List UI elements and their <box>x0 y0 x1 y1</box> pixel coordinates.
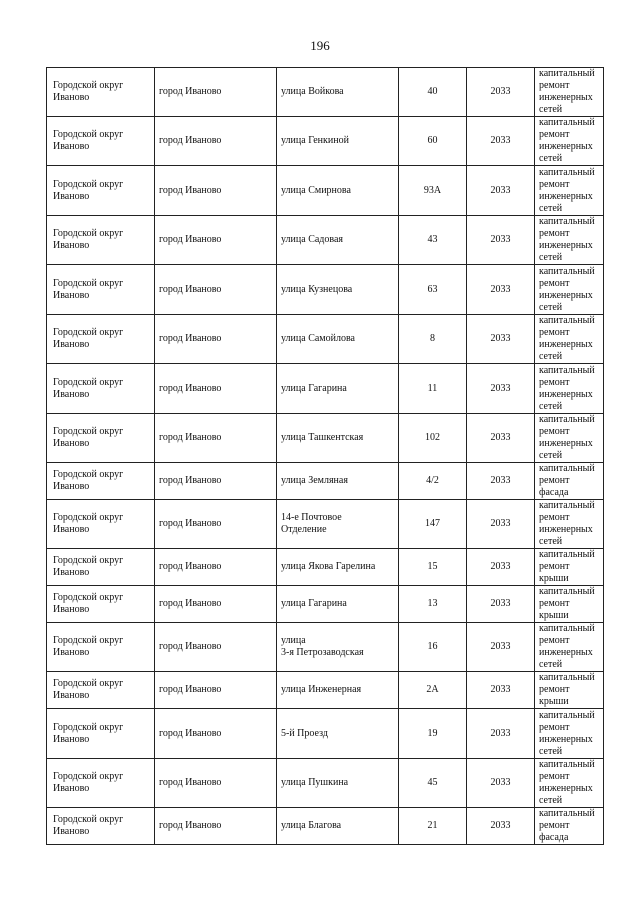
table-body <box>47 68 604 845</box>
work-type-cell: капитальный ремонт фасада <box>535 808 604 845</box>
street-line: улица <box>281 635 306 646</box>
street-cell <box>277 265 399 315</box>
city-cell: город Иваново <box>155 709 277 759</box>
street-line: улица Земляная <box>281 475 348 486</box>
municipality-cell: Городской округ Иваново <box>47 759 155 808</box>
municipality-cell: Городской округ Иваново <box>47 549 155 586</box>
municipality-cell: Городской округ Иваново <box>47 672 155 709</box>
street-line: 5-й Проезд <box>281 727 328 739</box>
city-cell: город Иваново <box>155 623 277 672</box>
work-type-cell: капитальный ремонт инженерных сетей <box>535 265 604 315</box>
street-cell <box>277 315 399 364</box>
street-line: 14-е Почтовое <box>281 512 342 523</box>
year-cell: 2033 <box>467 117 535 166</box>
work-type-cell: капитальный ремонт инженерных сетей <box>535 500 604 549</box>
street-line: улица Якова Гарелина <box>281 561 376 572</box>
street-line: улица Садовая <box>281 234 344 245</box>
year-cell: 2033 <box>467 216 535 265</box>
year-cell: 2033 <box>467 315 535 364</box>
work-type-cell: капитальный ремонт инженерных сетей <box>535 414 604 463</box>
table-row <box>47 463 604 500</box>
house-number-cell: 2А <box>399 672 467 709</box>
year-cell: 2033 <box>467 808 535 845</box>
table-row <box>47 68 604 117</box>
house-number-cell: 21 <box>399 808 467 845</box>
page-number: 196 <box>310 38 330 53</box>
house-number-cell: 60 <box>399 117 467 166</box>
municipality-cell: Городской округ Иваново <box>47 68 155 117</box>
street-line: улица Ташкентская <box>281 432 364 443</box>
work-type-cell: капитальный ремонт крыши <box>535 549 604 586</box>
work-type-cell: капитальный ремонт крыши <box>535 672 604 709</box>
street-cell <box>277 709 399 759</box>
street-cell <box>277 463 399 500</box>
municipality-cell: Городской округ Иваново <box>47 463 155 500</box>
table-row <box>47 586 604 623</box>
house-number-cell: 16 <box>399 623 467 672</box>
work-type-cell: капитальный ремонт инженерных сетей <box>535 216 604 265</box>
table-row <box>47 364 604 414</box>
house-number-cell: 43 <box>399 216 467 265</box>
street-line: улица Гагарина <box>281 382 347 394</box>
street-line: улица Кузнецова <box>281 283 353 295</box>
house-number-cell: 147 <box>399 500 467 549</box>
municipality-cell: Городской округ Иваново <box>47 265 155 315</box>
table-row <box>47 549 604 586</box>
house-number-cell: 19 <box>399 709 467 759</box>
year-cell: 2033 <box>467 414 535 463</box>
house-number-cell: 8 <box>399 315 467 364</box>
work-type-cell: капитальный ремонт инженерных сетей <box>535 623 604 672</box>
street-line: улица Инженерная <box>281 684 362 695</box>
street-cell <box>277 500 399 549</box>
street-line: улица Войкова <box>281 86 344 97</box>
work-type-cell: капитальный ремонт инженерных сетей <box>535 315 604 364</box>
municipality-cell: Городской округ Иваново <box>47 364 155 414</box>
table-row <box>47 759 604 808</box>
city-cell: город Иваново <box>155 463 277 500</box>
year-cell: 2033 <box>467 672 535 709</box>
table-row <box>47 414 604 463</box>
street-cell <box>277 623 399 672</box>
street-cell <box>277 414 399 463</box>
city-cell: город Иваново <box>155 586 277 623</box>
municipality-cell: Городской округ Иваново <box>47 586 155 623</box>
year-cell: 2033 <box>467 759 535 808</box>
work-type-cell: капитальный ремонт инженерных сетей <box>535 166 604 216</box>
table-row <box>47 672 604 709</box>
repair-schedule-table <box>46 67 604 845</box>
city-cell: город Иваново <box>155 808 277 845</box>
street-cell <box>277 364 399 414</box>
house-number-cell: 45 <box>399 759 467 808</box>
street-line: Отделение <box>281 524 327 535</box>
street-cell <box>277 672 399 709</box>
house-number-cell: 13 <box>399 586 467 623</box>
street-cell <box>277 759 399 808</box>
city-cell: город Иваново <box>155 265 277 315</box>
municipality-cell: Городской округ Иваново <box>47 216 155 265</box>
municipality-cell: Городской округ Иваново <box>47 315 155 364</box>
house-number-cell: 40 <box>399 68 467 117</box>
year-cell: 2033 <box>467 463 535 500</box>
work-type-cell: капитальный ремонт инженерных сетей <box>535 117 604 166</box>
street-line: улица Гагарина <box>281 598 347 609</box>
street-cell <box>277 68 399 117</box>
city-cell: город Иваново <box>155 166 277 216</box>
city-cell: город Иваново <box>155 315 277 364</box>
city-cell: город Иваново <box>155 500 277 549</box>
house-number-cell: 63 <box>399 265 467 315</box>
municipality-cell: Городской округ Иваново <box>47 117 155 166</box>
house-number-cell: 93А <box>399 166 467 216</box>
table-row <box>47 265 604 315</box>
street-cell <box>277 808 399 845</box>
street-line: улица Смирнова <box>281 184 351 196</box>
street-line: улица Генкиной <box>281 135 349 146</box>
table-row <box>47 216 604 265</box>
street-cell <box>277 117 399 166</box>
city-cell: город Иваново <box>155 549 277 586</box>
house-number-cell: 11 <box>399 364 467 414</box>
year-cell: 2033 <box>467 549 535 586</box>
municipality-cell: Городской округ Иваново <box>47 623 155 672</box>
work-type-cell: капитальный ремонт крыши <box>535 586 604 623</box>
street-line: улица Пушкина <box>281 777 349 788</box>
municipality-cell: Городской округ Иваново <box>47 808 155 845</box>
table-row <box>47 808 604 845</box>
city-cell: город Иваново <box>155 117 277 166</box>
year-cell: 2033 <box>467 586 535 623</box>
city-cell: город Иваново <box>155 364 277 414</box>
year-cell: 2033 <box>467 500 535 549</box>
year-cell: 2033 <box>467 623 535 672</box>
year-cell: 2033 <box>467 166 535 216</box>
municipality-cell: Городской округ Иваново <box>47 500 155 549</box>
city-cell: город Иваново <box>155 672 277 709</box>
municipality-cell: Городской округ Иваново <box>47 166 155 216</box>
street-cell <box>277 166 399 216</box>
house-number-cell: 102 <box>399 414 467 463</box>
street-line: улица Благова <box>281 820 342 831</box>
city-cell: город Иваново <box>155 68 277 117</box>
work-type-cell: капитальный ремонт инженерных сетей <box>535 759 604 808</box>
year-cell: 2033 <box>467 68 535 117</box>
street-line: 3-я Петрозаводская <box>281 647 364 658</box>
street-cell <box>277 549 399 586</box>
year-cell: 2033 <box>467 709 535 759</box>
municipality-cell: Городской округ Иваново <box>47 414 155 463</box>
house-number-cell: 4/2 <box>399 463 467 500</box>
work-type-cell: капитальный ремонт инженерных сетей <box>535 709 604 759</box>
city-cell: город Иваново <box>155 759 277 808</box>
street-cell <box>277 216 399 265</box>
year-cell: 2033 <box>467 265 535 315</box>
work-type-cell: капитальный ремонт инженерных сетей <box>535 364 604 414</box>
table-row <box>47 117 604 166</box>
city-cell: город Иваново <box>155 414 277 463</box>
city-cell: город Иваново <box>155 216 277 265</box>
table-row <box>47 500 604 549</box>
table-row <box>47 623 604 672</box>
table-row <box>47 709 604 759</box>
work-type-cell: капитальный ремонт инженерных сетей <box>535 68 604 117</box>
municipality-cell: Городской округ Иваново <box>47 709 155 759</box>
work-type-cell: капитальный ремонт фасада <box>535 463 604 500</box>
street-line: улица Самойлова <box>281 333 355 344</box>
street-cell <box>277 586 399 623</box>
year-cell: 2033 <box>467 364 535 414</box>
table-row <box>47 315 604 364</box>
house-number-cell: 15 <box>399 549 467 586</box>
table-row <box>47 166 604 216</box>
